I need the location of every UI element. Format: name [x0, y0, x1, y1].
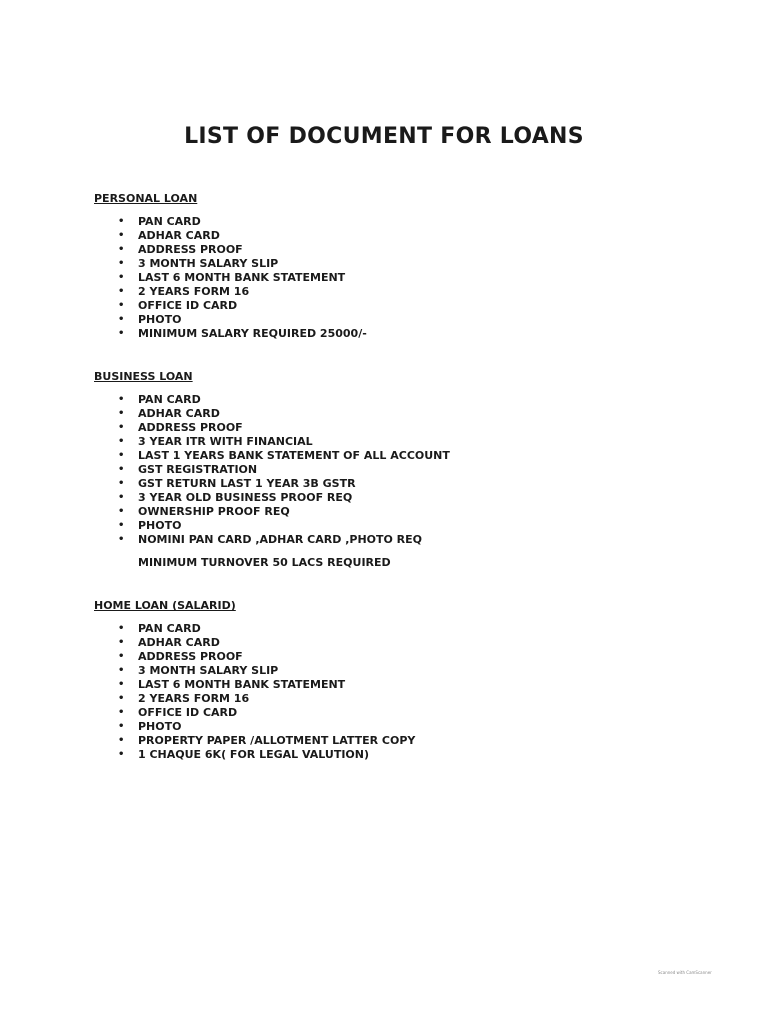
list-item — [94, 229, 714, 243]
list-item-text: PAN CARD — [138, 622, 201, 635]
bullet-icon: • — [118, 286, 125, 297]
bullet-icon: • — [118, 679, 125, 690]
list-item-text: GST REGISTRATION — [138, 463, 258, 476]
list-item — [94, 519, 714, 533]
list-item — [94, 748, 714, 762]
list-item — [94, 421, 714, 435]
list-item — [94, 449, 714, 463]
list-item-text: ADDRESS PROOF — [138, 421, 243, 434]
list-item-text: LAST 6 MONTH BANK STATEMENT — [138, 678, 346, 691]
list-item-text: ADDRESS PROOF — [138, 650, 243, 663]
section-note: MINIMUM TURNOVER 50 LACS REQUIRED — [138, 556, 391, 569]
bullet-icon: • — [118, 665, 125, 676]
list-item — [94, 463, 714, 477]
list-item-text: 3 MONTH SALARY SLIP — [138, 257, 279, 270]
list-item-text: OFFICE ID CARD — [138, 706, 238, 719]
bullet-icon: • — [118, 436, 125, 447]
bullet-icon: • — [118, 244, 125, 255]
bullet-icon: • — [118, 394, 125, 405]
list-item-text: MINIMUM SALARY REQUIRED 25000/- — [138, 327, 367, 340]
bullet-icon: • — [118, 272, 125, 283]
bullet-icon: • — [118, 478, 125, 489]
bullet-icon: • — [118, 534, 125, 545]
list-item-text: GST RETURN LAST 1 YEAR 3B GSTR — [138, 477, 356, 490]
list-item — [94, 299, 714, 313]
document-list — [94, 215, 714, 341]
list-item — [94, 313, 714, 327]
list-item — [94, 622, 714, 636]
list-item-text: PAN CARD — [138, 393, 201, 406]
list-item — [94, 215, 714, 229]
bullet-icon: • — [118, 651, 125, 662]
list-item — [94, 491, 714, 505]
list-item — [94, 477, 714, 491]
list-item-text: 2 YEARS FORM 16 — [138, 692, 250, 705]
bullet-icon: • — [118, 422, 125, 433]
bullet-icon: • — [118, 735, 125, 746]
bullet-icon: • — [118, 520, 125, 531]
list-item — [94, 533, 714, 547]
bullet-icon: • — [118, 408, 125, 419]
list-item-text: PHOTO — [138, 519, 182, 532]
document-list — [94, 622, 714, 762]
bullet-icon: • — [118, 314, 125, 325]
list-item — [94, 285, 714, 299]
list-item-text: OFFICE ID CARD — [138, 299, 238, 312]
list-item — [94, 706, 714, 720]
list-item — [94, 505, 714, 519]
section-personal-loan — [94, 192, 714, 341]
list-item — [94, 435, 714, 449]
bullet-icon: • — [118, 749, 125, 760]
list-item — [94, 720, 714, 734]
section-home-loan — [94, 599, 714, 762]
list-item-text: 1 CHAQUE 6K( FOR LEGAL VALUTION) — [138, 748, 370, 761]
list-item-text: LAST 6 MONTH BANK STATEMENT — [138, 271, 346, 284]
list-item-text: ADDRESS PROOF — [138, 243, 243, 256]
section-business-loan — [94, 370, 714, 570]
bullet-icon: • — [118, 637, 125, 648]
bullet-icon: • — [118, 230, 125, 241]
list-item — [94, 678, 714, 692]
list-item — [94, 271, 714, 285]
list-item — [94, 257, 714, 271]
list-item-text: 3 YEAR OLD BUSINESS PROOF REQ — [138, 491, 353, 504]
list-item — [94, 664, 714, 678]
list-item-text: 3 YEAR ITR WITH FINANCIAL — [138, 435, 313, 448]
list-item-text: NOMINI PAN CARD ,ADHAR CARD ,PHOTO REQ — [138, 533, 423, 546]
list-item-text: LAST 1 YEARS BANK STATEMENT OF ALL ACCOUNT — [138, 449, 450, 462]
list-item-text: OWNERSHIP PROOF REQ — [138, 505, 290, 518]
list-item — [94, 650, 714, 664]
list-item-text: 3 MONTH SALARY SLIP — [138, 664, 279, 677]
bullet-icon: • — [118, 328, 125, 339]
list-item-text: PAN CARD — [138, 215, 201, 228]
bullet-icon: • — [118, 216, 125, 227]
list-item — [94, 734, 714, 748]
document-list — [94, 393, 714, 547]
section-heading: HOME LOAN (SALARID) — [94, 599, 236, 612]
bullet-icon: • — [118, 492, 125, 503]
bullet-icon: • — [118, 721, 125, 732]
page-title: LIST OF DOCUMENT FOR LOANS — [184, 124, 584, 149]
list-item-text: PHOTO — [138, 313, 182, 326]
bullet-icon: • — [118, 623, 125, 634]
bullet-icon: • — [118, 300, 125, 311]
list-item-text: PROPERTY PAPER /ALLOTMENT LATTER COPY — [138, 734, 416, 747]
list-item-text: ADHAR CARD — [138, 407, 220, 420]
list-item-text: ADHAR CARD — [138, 636, 220, 649]
section-heading: BUSINESS LOAN — [94, 370, 193, 383]
list-item — [94, 393, 714, 407]
bullet-icon: • — [118, 506, 125, 517]
scanner-watermark: Scanned with CamScanner — [658, 970, 712, 975]
list-item-text: PHOTO — [138, 720, 182, 733]
bullet-icon: • — [118, 258, 125, 269]
list-item — [94, 327, 714, 341]
bullet-icon: • — [118, 464, 125, 475]
list-item — [94, 243, 714, 257]
list-item — [94, 407, 714, 421]
list-item — [94, 636, 714, 650]
bullet-icon: • — [118, 707, 125, 718]
list-item-text: ADHAR CARD — [138, 229, 220, 242]
bullet-icon: • — [118, 450, 125, 461]
section-heading: PERSONAL LOAN — [94, 192, 198, 205]
list-item-text: 2 YEARS FORM 16 — [138, 285, 250, 298]
list-item — [94, 692, 714, 706]
bullet-icon: • — [118, 693, 125, 704]
